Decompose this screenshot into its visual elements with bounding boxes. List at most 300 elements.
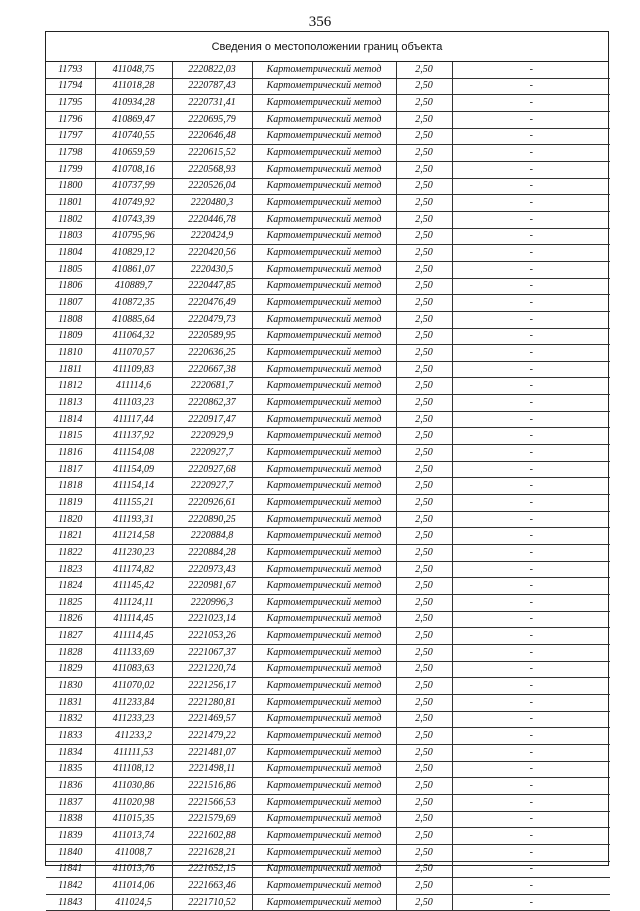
table-row	[46, 211, 610, 228]
description-cell: -	[452, 128, 610, 145]
y-coordinate-cell: 2220615,52	[172, 145, 252, 162]
coordinates-table	[46, 62, 610, 911]
accuracy-cell: 2,50	[396, 78, 452, 95]
description-cell: -	[452, 395, 610, 412]
description-cell: -	[452, 161, 610, 178]
method-cell: Картометрический метод	[252, 628, 396, 645]
y-coordinate-cell: 2220479,73	[172, 311, 252, 328]
method-cell: Картометрический метод	[252, 95, 396, 112]
y-coordinate-cell: 2220476,49	[172, 295, 252, 312]
table-row	[46, 744, 610, 761]
table-row	[46, 678, 610, 695]
y-coordinate-cell: 2221280,81	[172, 694, 252, 711]
method-cell: Картометрический метод	[252, 528, 396, 545]
x-coordinate-cell: 411114,45	[95, 628, 172, 645]
method-cell: Картометрический метод	[252, 361, 396, 378]
y-coordinate-cell: 2220646,48	[172, 128, 252, 145]
point-number-cell: 11833	[46, 728, 95, 745]
description-cell: -	[452, 644, 610, 661]
accuracy-cell: 2,50	[396, 195, 452, 212]
table-row	[46, 545, 610, 562]
table-row	[46, 794, 610, 811]
accuracy-cell: 2,50	[396, 228, 452, 245]
table-row	[46, 278, 610, 295]
accuracy-cell: 2,50	[396, 794, 452, 811]
y-coordinate-cell: 2220787,43	[172, 78, 252, 95]
accuracy-cell: 2,50	[396, 111, 452, 128]
method-cell: Картометрический метод	[252, 345, 396, 362]
accuracy-cell: 2,50	[396, 778, 452, 795]
description-cell: -	[452, 811, 610, 828]
accuracy-cell: 2,50	[396, 345, 452, 362]
description-cell: -	[452, 844, 610, 861]
method-cell: Картометрический метод	[252, 844, 396, 861]
accuracy-cell: 2,50	[396, 145, 452, 162]
method-cell: Картометрический метод	[252, 894, 396, 911]
x-coordinate-cell: 410885,64	[95, 311, 172, 328]
x-coordinate-cell: 411133,69	[95, 644, 172, 661]
document-frame	[45, 31, 609, 908]
description-cell: -	[452, 528, 610, 545]
method-cell: Картометрический метод	[252, 595, 396, 612]
y-coordinate-cell: 2220568,93	[172, 161, 252, 178]
method-cell: Картометрический метод	[252, 828, 396, 845]
accuracy-cell: 2,50	[396, 578, 452, 595]
coordinates-table-body	[46, 62, 610, 911]
accuracy-cell: 2,50	[396, 161, 452, 178]
description-cell: -	[452, 278, 610, 295]
accuracy-cell: 2,50	[396, 361, 452, 378]
accuracy-cell: 2,50	[396, 445, 452, 462]
description-cell: -	[452, 694, 610, 711]
point-number-cell: 11812	[46, 378, 95, 395]
y-coordinate-cell: 2220927,7	[172, 445, 252, 462]
y-coordinate-cell: 2220973,43	[172, 561, 252, 578]
x-coordinate-cell: 411070,02	[95, 678, 172, 695]
description-cell: -	[452, 78, 610, 95]
table-row	[46, 811, 610, 828]
accuracy-cell: 2,50	[396, 711, 452, 728]
method-cell: Картометрический метод	[252, 62, 396, 78]
table-row	[46, 611, 610, 628]
table-row	[46, 411, 610, 428]
description-cell: -	[452, 578, 610, 595]
y-coordinate-cell: 2220589,95	[172, 328, 252, 345]
y-coordinate-cell: 2221602,88	[172, 828, 252, 845]
description-cell: -	[452, 611, 610, 628]
y-coordinate-cell: 2221516,86	[172, 778, 252, 795]
method-cell: Картометрический метод	[252, 794, 396, 811]
accuracy-cell: 2,50	[396, 495, 452, 512]
x-coordinate-cell: 411111,53	[95, 744, 172, 761]
point-number-cell: 11809	[46, 328, 95, 345]
y-coordinate-cell: 2220636,25	[172, 345, 252, 362]
accuracy-cell: 2,50	[396, 728, 452, 745]
y-coordinate-cell: 2220884,28	[172, 545, 252, 562]
point-number-cell: 11840	[46, 844, 95, 861]
point-number-cell: 11813	[46, 395, 95, 412]
accuracy-cell: 2,50	[396, 844, 452, 861]
method-cell: Картометрический метод	[252, 644, 396, 661]
point-number-cell: 11831	[46, 694, 95, 711]
accuracy-cell: 2,50	[396, 661, 452, 678]
method-cell: Картометрический метод	[252, 161, 396, 178]
description-cell: -	[452, 178, 610, 195]
method-cell: Картометрический метод	[252, 178, 396, 195]
description-cell: -	[452, 661, 610, 678]
table-row	[46, 861, 610, 878]
description-cell: -	[452, 445, 610, 462]
x-coordinate-cell: 410934,28	[95, 95, 172, 112]
method-cell: Картометрический метод	[252, 778, 396, 795]
point-number-cell: 11824	[46, 578, 95, 595]
method-cell: Картометрический метод	[252, 445, 396, 462]
y-coordinate-cell: 2220731,41	[172, 95, 252, 112]
point-number-cell: 11793	[46, 62, 95, 78]
point-number-cell: 11841	[46, 861, 95, 878]
method-cell: Картометрический метод	[252, 744, 396, 761]
accuracy-cell: 2,50	[396, 395, 452, 412]
method-cell: Картометрический метод	[252, 478, 396, 495]
table-row	[46, 578, 610, 595]
x-coordinate-cell: 411145,42	[95, 578, 172, 595]
table-row	[46, 295, 610, 312]
table-row	[46, 844, 610, 861]
x-coordinate-cell: 411137,92	[95, 428, 172, 445]
point-number-cell: 11805	[46, 261, 95, 278]
description-cell: -	[452, 828, 610, 845]
y-coordinate-cell: 2220981,67	[172, 578, 252, 595]
point-number-cell: 11843	[46, 894, 95, 911]
y-coordinate-cell: 2221479,22	[172, 728, 252, 745]
method-cell: Картометрический метод	[252, 861, 396, 878]
description-cell: -	[452, 95, 610, 112]
x-coordinate-cell: 411030,86	[95, 778, 172, 795]
accuracy-cell: 2,50	[396, 311, 452, 328]
y-coordinate-cell: 2221220,74	[172, 661, 252, 678]
description-cell: -	[452, 62, 610, 78]
point-number-cell: 11842	[46, 878, 95, 895]
point-number-cell: 11799	[46, 161, 95, 178]
y-coordinate-cell: 2221023,14	[172, 611, 252, 628]
method-cell: Картометрический метод	[252, 395, 396, 412]
y-coordinate-cell: 2221469,57	[172, 711, 252, 728]
x-coordinate-cell: 410749,92	[95, 195, 172, 212]
table-row	[46, 778, 610, 795]
table-row	[46, 261, 610, 278]
point-number-cell: 11796	[46, 111, 95, 128]
x-coordinate-cell: 411233,2	[95, 728, 172, 745]
accuracy-cell: 2,50	[396, 328, 452, 345]
description-cell: -	[452, 894, 610, 911]
accuracy-cell: 2,50	[396, 178, 452, 195]
x-coordinate-cell: 410743,39	[95, 211, 172, 228]
description-cell: -	[452, 361, 610, 378]
x-coordinate-cell: 410889,7	[95, 278, 172, 295]
method-cell: Картометрический метод	[252, 661, 396, 678]
accuracy-cell: 2,50	[396, 628, 452, 645]
accuracy-cell: 2,50	[396, 378, 452, 395]
method-cell: Картометрический метод	[252, 411, 396, 428]
table-row	[46, 378, 610, 395]
accuracy-cell: 2,50	[396, 811, 452, 828]
method-cell: Картометрический метод	[252, 711, 396, 728]
point-number-cell: 11814	[46, 411, 95, 428]
description-cell: -	[452, 245, 610, 262]
y-coordinate-cell: 2220890,25	[172, 511, 252, 528]
y-coordinate-cell: 2220927,7	[172, 478, 252, 495]
accuracy-cell: 2,50	[396, 411, 452, 428]
table-row	[46, 461, 610, 478]
description-cell: -	[452, 328, 610, 345]
point-number-cell: 11797	[46, 128, 95, 145]
accuracy-cell: 2,50	[396, 545, 452, 562]
point-number-cell: 11806	[46, 278, 95, 295]
method-cell: Картометрический метод	[252, 578, 396, 595]
table-row	[46, 495, 610, 512]
x-coordinate-cell: 410740,55	[95, 128, 172, 145]
description-cell: -	[452, 311, 610, 328]
table-row	[46, 395, 610, 412]
x-coordinate-cell: 410869,47	[95, 111, 172, 128]
x-coordinate-cell: 410795,96	[95, 228, 172, 245]
accuracy-cell: 2,50	[396, 678, 452, 695]
point-number-cell: 11807	[46, 295, 95, 312]
description-cell: -	[452, 595, 610, 612]
accuracy-cell: 2,50	[396, 95, 452, 112]
accuracy-cell: 2,50	[396, 894, 452, 911]
y-coordinate-cell: 2220884,8	[172, 528, 252, 545]
accuracy-cell: 2,50	[396, 611, 452, 628]
accuracy-cell: 2,50	[396, 245, 452, 262]
x-coordinate-cell: 411193,31	[95, 511, 172, 528]
accuracy-cell: 2,50	[396, 128, 452, 145]
accuracy-cell: 2,50	[396, 62, 452, 78]
table-row	[46, 428, 610, 445]
x-coordinate-cell: 411109,83	[95, 361, 172, 378]
table-row	[46, 878, 610, 895]
x-coordinate-cell: 410872,35	[95, 295, 172, 312]
y-coordinate-cell: 2220420,56	[172, 245, 252, 262]
description-cell: -	[452, 761, 610, 778]
table-row	[46, 445, 610, 462]
description-cell: -	[452, 744, 610, 761]
accuracy-cell: 2,50	[396, 511, 452, 528]
point-number-cell: 11832	[46, 711, 95, 728]
table-row	[46, 228, 610, 245]
x-coordinate-cell: 411015,35	[95, 811, 172, 828]
accuracy-cell: 2,50	[396, 211, 452, 228]
description-cell: -	[452, 628, 610, 645]
x-coordinate-cell: 411114,45	[95, 611, 172, 628]
table-row	[46, 62, 610, 78]
table-row	[46, 528, 610, 545]
y-coordinate-cell: 2220667,38	[172, 361, 252, 378]
point-number-cell: 11825	[46, 595, 95, 612]
y-coordinate-cell: 2221628,21	[172, 844, 252, 861]
point-number-cell: 11821	[46, 528, 95, 545]
description-cell: -	[452, 195, 610, 212]
point-number-cell: 11808	[46, 311, 95, 328]
description-cell: -	[452, 794, 610, 811]
table-row	[46, 95, 610, 112]
x-coordinate-cell: 411013,74	[95, 828, 172, 845]
y-coordinate-cell: 2221481,07	[172, 744, 252, 761]
x-coordinate-cell: 411214,58	[95, 528, 172, 545]
point-number-cell: 11827	[46, 628, 95, 645]
point-number-cell: 11836	[46, 778, 95, 795]
y-coordinate-cell: 2221053,26	[172, 628, 252, 645]
y-coordinate-cell: 2220526,04	[172, 178, 252, 195]
point-number-cell: 11838	[46, 811, 95, 828]
accuracy-cell: 2,50	[396, 761, 452, 778]
table-row	[46, 711, 610, 728]
section-title: Сведения о местоположении границ объекта	[46, 32, 608, 62]
y-coordinate-cell: 2220447,85	[172, 278, 252, 295]
y-coordinate-cell: 2220681,7	[172, 378, 252, 395]
method-cell: Картометрический метод	[252, 878, 396, 895]
y-coordinate-cell: 2221579,69	[172, 811, 252, 828]
point-number-cell: 11823	[46, 561, 95, 578]
description-cell: -	[452, 545, 610, 562]
method-cell: Картометрический метод	[252, 295, 396, 312]
x-coordinate-cell: 411174,82	[95, 561, 172, 578]
table-row	[46, 345, 610, 362]
table-row	[46, 111, 610, 128]
point-number-cell: 11803	[46, 228, 95, 245]
method-cell: Картометрический метод	[252, 278, 396, 295]
point-number-cell: 11835	[46, 761, 95, 778]
point-number-cell: 11817	[46, 461, 95, 478]
description-cell: -	[452, 678, 610, 695]
x-coordinate-cell: 411114,6	[95, 378, 172, 395]
x-coordinate-cell: 410708,16	[95, 161, 172, 178]
x-coordinate-cell: 411024,5	[95, 894, 172, 911]
x-coordinate-cell: 411155,21	[95, 495, 172, 512]
table-row	[46, 328, 610, 345]
method-cell: Картометрический метод	[252, 78, 396, 95]
point-number-cell: 11804	[46, 245, 95, 262]
x-coordinate-cell: 411108,12	[95, 761, 172, 778]
method-cell: Картометрический метод	[252, 561, 396, 578]
description-cell: -	[452, 861, 610, 878]
description-cell: -	[452, 228, 610, 245]
description-cell: -	[452, 145, 610, 162]
method-cell: Картометрический метод	[252, 111, 396, 128]
y-coordinate-cell: 2220822,03	[172, 62, 252, 78]
method-cell: Картометрический метод	[252, 128, 396, 145]
accuracy-cell: 2,50	[396, 478, 452, 495]
method-cell: Картометрический метод	[252, 311, 396, 328]
description-cell: -	[452, 711, 610, 728]
point-number-cell: 11794	[46, 78, 95, 95]
x-coordinate-cell: 411233,23	[95, 711, 172, 728]
point-number-cell: 11820	[46, 511, 95, 528]
x-coordinate-cell: 411154,09	[95, 461, 172, 478]
table-row	[46, 195, 610, 212]
method-cell: Картометрический метод	[252, 378, 396, 395]
point-number-cell: 11819	[46, 495, 95, 512]
x-coordinate-cell: 411124,11	[95, 595, 172, 612]
accuracy-cell: 2,50	[396, 644, 452, 661]
y-coordinate-cell: 2221256,17	[172, 678, 252, 695]
accuracy-cell: 2,50	[396, 861, 452, 878]
point-number-cell: 11800	[46, 178, 95, 195]
method-cell: Картометрический метод	[252, 145, 396, 162]
y-coordinate-cell: 2220927,68	[172, 461, 252, 478]
table-row	[46, 661, 610, 678]
method-cell: Картометрический метод	[252, 761, 396, 778]
description-cell: -	[452, 261, 610, 278]
y-coordinate-cell: 2221498,11	[172, 761, 252, 778]
y-coordinate-cell: 2220695,79	[172, 111, 252, 128]
y-coordinate-cell: 2220996,3	[172, 595, 252, 612]
point-number-cell: 11822	[46, 545, 95, 562]
description-cell: -	[452, 428, 610, 445]
x-coordinate-cell: 411020,98	[95, 794, 172, 811]
y-coordinate-cell: 2220446,78	[172, 211, 252, 228]
table-row	[46, 178, 610, 195]
description-cell: -	[452, 378, 610, 395]
table-row	[46, 78, 610, 95]
method-cell: Картометрический метод	[252, 811, 396, 828]
point-number-cell: 11830	[46, 678, 95, 695]
x-coordinate-cell: 411230,23	[95, 545, 172, 562]
description-cell: -	[452, 461, 610, 478]
accuracy-cell: 2,50	[396, 261, 452, 278]
y-coordinate-cell: 2221067,37	[172, 644, 252, 661]
method-cell: Картометрический метод	[252, 195, 396, 212]
x-coordinate-cell: 411014,06	[95, 878, 172, 895]
point-number-cell: 11816	[46, 445, 95, 462]
x-coordinate-cell: 411233,84	[95, 694, 172, 711]
x-coordinate-cell: 411070,57	[95, 345, 172, 362]
accuracy-cell: 2,50	[396, 595, 452, 612]
x-coordinate-cell: 411083,63	[95, 661, 172, 678]
method-cell: Картометрический метод	[252, 678, 396, 695]
point-number-cell: 11837	[46, 794, 95, 811]
description-cell: -	[452, 411, 610, 428]
description-cell: -	[452, 878, 610, 895]
point-number-cell: 11828	[46, 644, 95, 661]
y-coordinate-cell: 2220929,9	[172, 428, 252, 445]
description-cell: -	[452, 211, 610, 228]
x-coordinate-cell: 411018,28	[95, 78, 172, 95]
accuracy-cell: 2,50	[396, 461, 452, 478]
description-cell: -	[452, 345, 610, 362]
y-coordinate-cell: 2221566,53	[172, 794, 252, 811]
table-row	[46, 894, 610, 911]
description-cell: -	[452, 511, 610, 528]
point-number-cell: 11839	[46, 828, 95, 845]
table-row	[46, 478, 610, 495]
method-cell: Картометрический метод	[252, 245, 396, 262]
method-cell: Картометрический метод	[252, 545, 396, 562]
method-cell: Картометрический метод	[252, 261, 396, 278]
description-cell: -	[452, 561, 610, 578]
point-number-cell: 11811	[46, 361, 95, 378]
point-number-cell: 11798	[46, 145, 95, 162]
description-cell: -	[452, 295, 610, 312]
y-coordinate-cell: 2220430,5	[172, 261, 252, 278]
accuracy-cell: 2,50	[396, 694, 452, 711]
point-number-cell: 11801	[46, 195, 95, 212]
table-row	[46, 728, 610, 745]
method-cell: Картометрический метод	[252, 694, 396, 711]
x-coordinate-cell: 411008,7	[95, 844, 172, 861]
table-row	[46, 311, 610, 328]
table-row	[46, 628, 610, 645]
